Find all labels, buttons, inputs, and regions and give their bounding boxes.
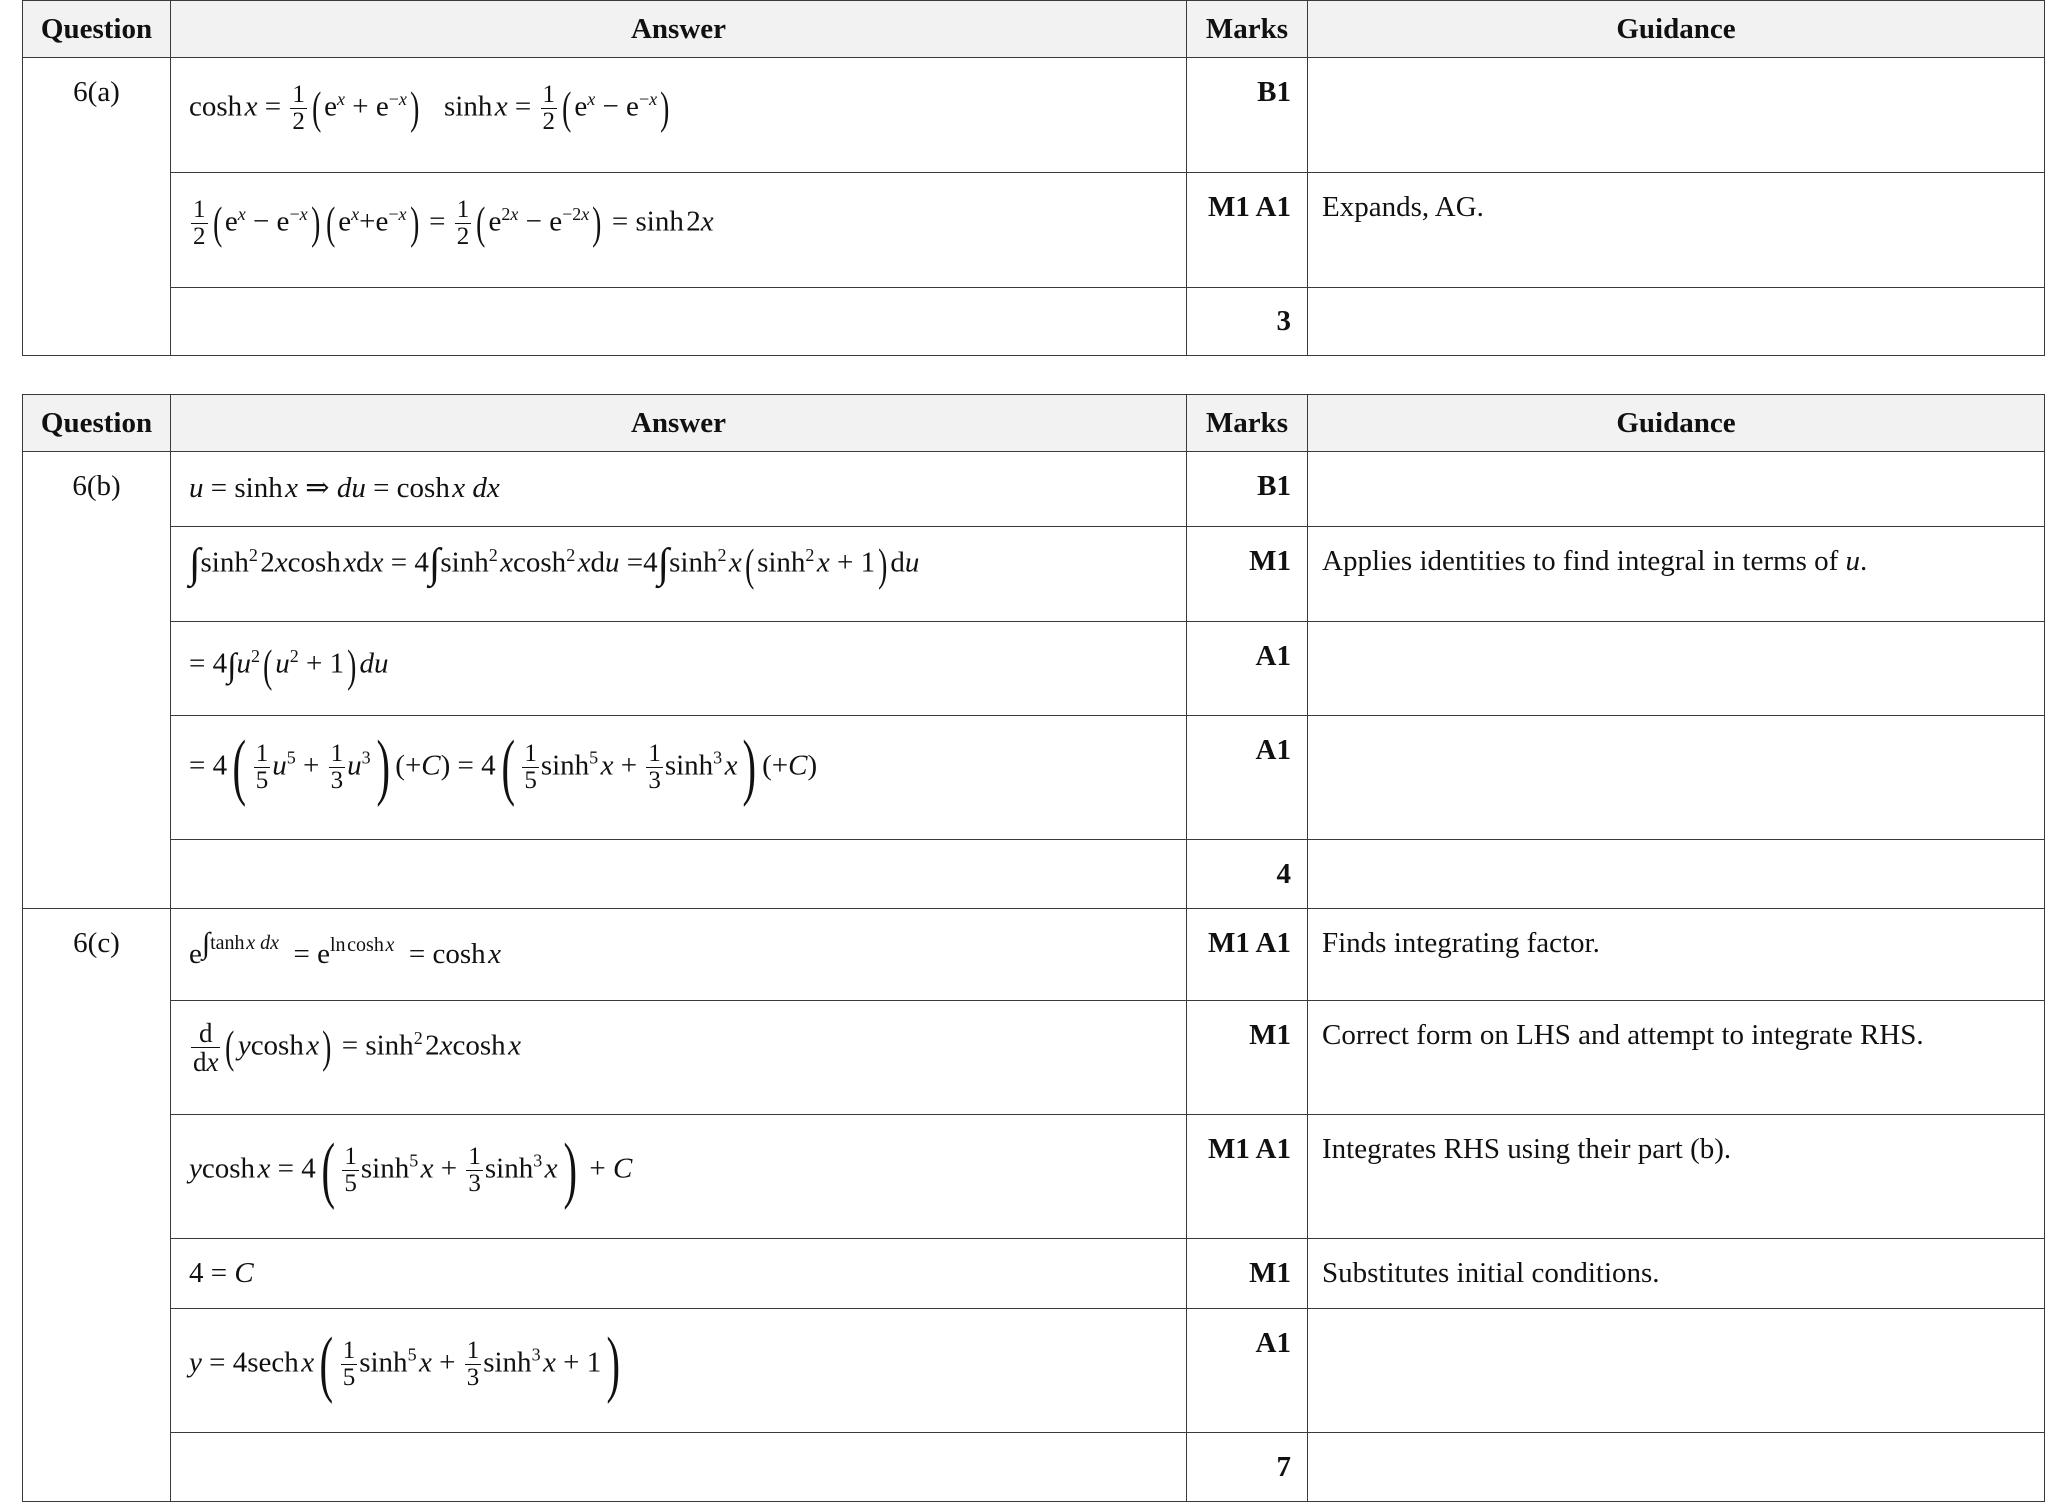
marks-cell: M1 A1	[1187, 1115, 1308, 1239]
table-row	[23, 1433, 2045, 1502]
marks-cell: M1 A1	[1187, 909, 1308, 1001]
marks-cell: B1	[1187, 452, 1308, 527]
marks-cell: M1 A1	[1187, 173, 1308, 288]
mark-scheme-table-6a	[22, 0, 2045, 356]
total-marks: 3	[1187, 288, 1308, 356]
guidance-cell	[1308, 840, 2045, 909]
question-label: 6(c)	[23, 909, 171, 1502]
total-marks: 4	[1187, 840, 1308, 909]
table-row	[23, 622, 2045, 716]
guidance-cell	[1308, 716, 2045, 840]
answer-cell: $\frac{1}{2}$ ( $e^x - e^{-x}$) ( $e^x+e^{-x}$) = $\frac{1}{2}$ ( $e^{2x} - e^{-2x}) = \sinh$ 2x	[171, 173, 1187, 288]
header-marks: Marks	[1187, 1, 1308, 58]
table-row	[23, 173, 2045, 288]
table-row	[23, 527, 2045, 622]
answer-cell: y = 4sech x( $\frac{1}{5}$ $\sinh^5$ x + $\frac{1}{3}$ $\sinh^3$ x + 1)	[171, 1309, 1187, 1433]
answer-cell: cosh x = $\frac{1}{2}$ ( $e^x + e^{-x}$) sinh x = $\frac{1}{2}$ ( $e^x - e^{-x}$)	[171, 58, 1187, 173]
table-row	[23, 288, 2045, 356]
guidance-cell	[1308, 58, 2045, 173]
marks-cell: A1	[1187, 716, 1308, 840]
table-row	[23, 840, 2045, 909]
guidance-cell: Substitutes initial conditions.	[1308, 1239, 2045, 1309]
header-question: Question	[23, 1, 171, 58]
guidance-cell	[1308, 288, 2045, 356]
marks-cell: B1	[1187, 58, 1308, 173]
question-label: 6(a)	[23, 58, 171, 356]
table-row	[23, 58, 2045, 173]
question-label: 6(b)	[23, 452, 171, 909]
table-row	[23, 909, 2045, 1001]
guidance-cell	[1308, 527, 2045, 622]
answer-cell: 4 = C	[171, 1239, 1187, 1309]
answer-cell: $\int\sinh^2$ 2xcosh xdx = $4\int\sinh^2$ xcosh$^2$ xdu $=4\int\sinh^2$ x( $\sinh^2$ x + 1) du	[171, 527, 1187, 622]
guidance-cell: Correct form on LHS and attempt to integrate RHS.	[1308, 1001, 2045, 1115]
guidance-cell	[1308, 622, 2045, 716]
answer-cell: = $4\int u^2$( $u^2 + 1$) du	[171, 622, 1187, 716]
header-marks: Marks	[1187, 395, 1308, 452]
table-row	[23, 1239, 2045, 1309]
table-row	[23, 1001, 2045, 1115]
header-answer: Answer	[171, 395, 1187, 452]
answer-cell: u = sinh x ⇒ du = cosh x dx	[171, 452, 1187, 527]
marks-cell: A1	[1187, 622, 1308, 716]
marks-cell: M1	[1187, 1239, 1308, 1309]
table-row	[23, 452, 2045, 527]
answer-cell: ycosh x = 4( $\frac{1}{5}$ $\sinh^5$ x + $\frac{1}{3}$ $\sinh^3$ x) + C	[171, 1115, 1187, 1239]
marks-cell: M1	[1187, 527, 1308, 622]
table-row	[23, 716, 2045, 840]
guidance-cell	[1308, 452, 2045, 527]
answer-cell	[171, 288, 1187, 356]
header-row	[23, 395, 2045, 452]
answer-cell: = 4( $\frac{1}{5}$ $u^5$ + $\frac{1}{3}$ $u^3$) (+C) = 4( $\frac{1}{5}$ $\sinh^5$ x + $\frac{1}{3}$ $\sinh^3$ x) (+C)	[171, 716, 1187, 840]
table-row	[23, 1309, 2045, 1433]
header-question: Question	[23, 395, 171, 452]
answer-cell: $e\int^{tanh x dx} = e^{ln cosh x} = \cosh$ x	[171, 909, 1187, 1001]
mark-scheme-table-6bc	[22, 394, 2045, 1502]
guidance-cell: Integrates RHS using their part (b).	[1308, 1115, 2045, 1239]
header-guidance: Guidance	[1308, 395, 2045, 452]
header-answer: Answer	[171, 1, 1187, 58]
guidance-cell	[1308, 1433, 2045, 1502]
header-row	[23, 1, 2045, 58]
answer-cell	[171, 1433, 1187, 1502]
guidance-cell: Expands, AG.	[1308, 173, 2045, 288]
total-marks: 7	[1187, 1433, 1308, 1502]
table-row	[23, 1115, 2045, 1239]
answer-cell: $\frac{d}{dx}$ ( ycosh $x) = \sinh^2$ 2xcosh x	[171, 1001, 1187, 1115]
guidance-cell	[1308, 1309, 2045, 1433]
marks-cell: A1	[1187, 1309, 1308, 1433]
answer-cell	[171, 840, 1187, 909]
marks-cell: M1	[1187, 1001, 1308, 1115]
guidance-text: Applies identities to find integral in terms of u.	[1322, 545, 1868, 577]
header-guidance: Guidance	[1308, 1, 2045, 58]
guidance-cell: Finds integrating factor.	[1308, 909, 2045, 1001]
